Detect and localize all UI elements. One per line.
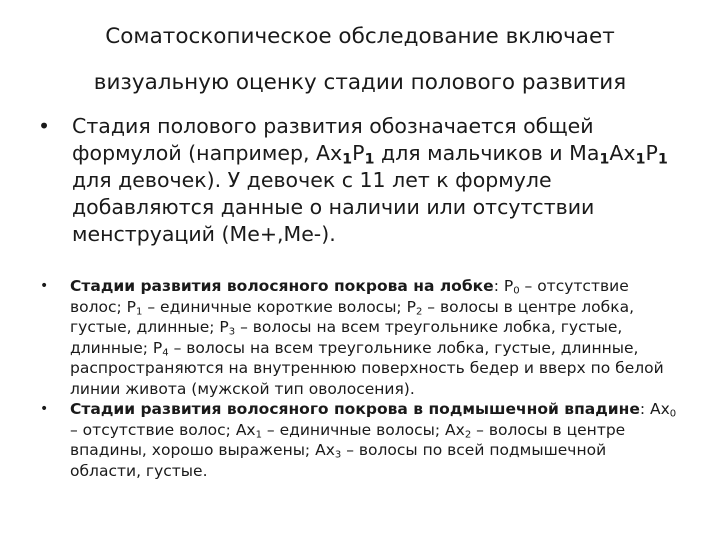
axillary-sub-2: 2 <box>464 429 472 441</box>
main-text-6: для девочек). У девочек с 11 лет к формуле добавляются данные о наличии или отсутствии менструаций (Ме+,Ме-). <box>72 168 595 246</box>
axillary-text-2: – единичные волосы; Ах <box>262 420 465 439</box>
axillary-text-1: – отсутствие волос; Ах <box>70 420 256 439</box>
pubic-text-1: – отсутствие волос; Р <box>70 277 629 316</box>
pubic-text-0: : Р <box>493 277 514 295</box>
pubic-text-2: – единичные короткие волосы; Р <box>142 297 416 316</box>
pubic-sub-4: 4 <box>162 347 169 359</box>
axillary-heading: Стадии развития волосяного покрова в подмышечной впадине <box>70 400 640 418</box>
main-sub-4: 1 <box>635 151 646 168</box>
axillary-text-3: – волосы в центре впадины, хорошо выражены; Ах <box>70 420 626 459</box>
stages-bullet-list <box>38 276 678 481</box>
axillary-stages-item <box>38 399 678 481</box>
main-sub-3: 1 <box>599 151 610 168</box>
axillary-sub-1: 1 <box>255 429 262 441</box>
main-sub-2: 1 <box>364 151 375 168</box>
pubic-sub-2: 2 <box>415 306 423 318</box>
axillary-sub-0: 0 <box>669 408 677 420</box>
pubic-text-5: – волосы на всем треугольнике лобка, густые, длинные, распространяются на внутреннюю поверхность бедер и вверх по белой линии живота (мужской тип оволосения). <box>70 338 664 398</box>
bullet-icon: • <box>40 401 49 417</box>
main-text-4: Ах <box>609 141 636 165</box>
pubic-text-4: – волосы на всем треугольнике лобка, густые, длинные; Р <box>70 318 623 357</box>
slide-title <box>60 14 660 106</box>
main-sub-1: 1 <box>342 151 353 168</box>
title-line-1: Соматоскопическое обследование включает <box>105 24 615 49</box>
main-bullet-list <box>38 113 678 248</box>
axillary-text-0: : Ах <box>639 400 670 418</box>
main-sub-5: 1 <box>657 151 668 168</box>
axillary-text-4: – волосы по всей подмышечной области, густые. <box>70 441 607 480</box>
pubic-stages-item <box>38 276 678 399</box>
pubic-sub-0: 0 <box>513 285 520 297</box>
bullet-icon: • <box>40 278 49 294</box>
pubic-sub-1: 1 <box>136 306 143 318</box>
pubic-sub-3: 3 <box>228 326 236 338</box>
main-text-3: для мальчиков и Ма <box>374 141 600 165</box>
main-text-2: Р <box>352 141 365 165</box>
pubic-heading: Стадии развития волосяного покрова на лобке <box>70 277 494 295</box>
main-text-1: Стадия полового развития обозначается общей формулой (например, Ах <box>72 114 594 165</box>
main-text-5: Р <box>645 141 658 165</box>
axillary-sub-3: 3 <box>334 449 342 461</box>
pubic-text-3: – волосы в центре лобка, густые, длинные; Р <box>70 297 634 336</box>
main-bullet-item <box>38 113 678 248</box>
bullet-icon: • <box>38 114 51 138</box>
title-line-2: визуальную оценку стадии полового развития <box>93 70 627 95</box>
